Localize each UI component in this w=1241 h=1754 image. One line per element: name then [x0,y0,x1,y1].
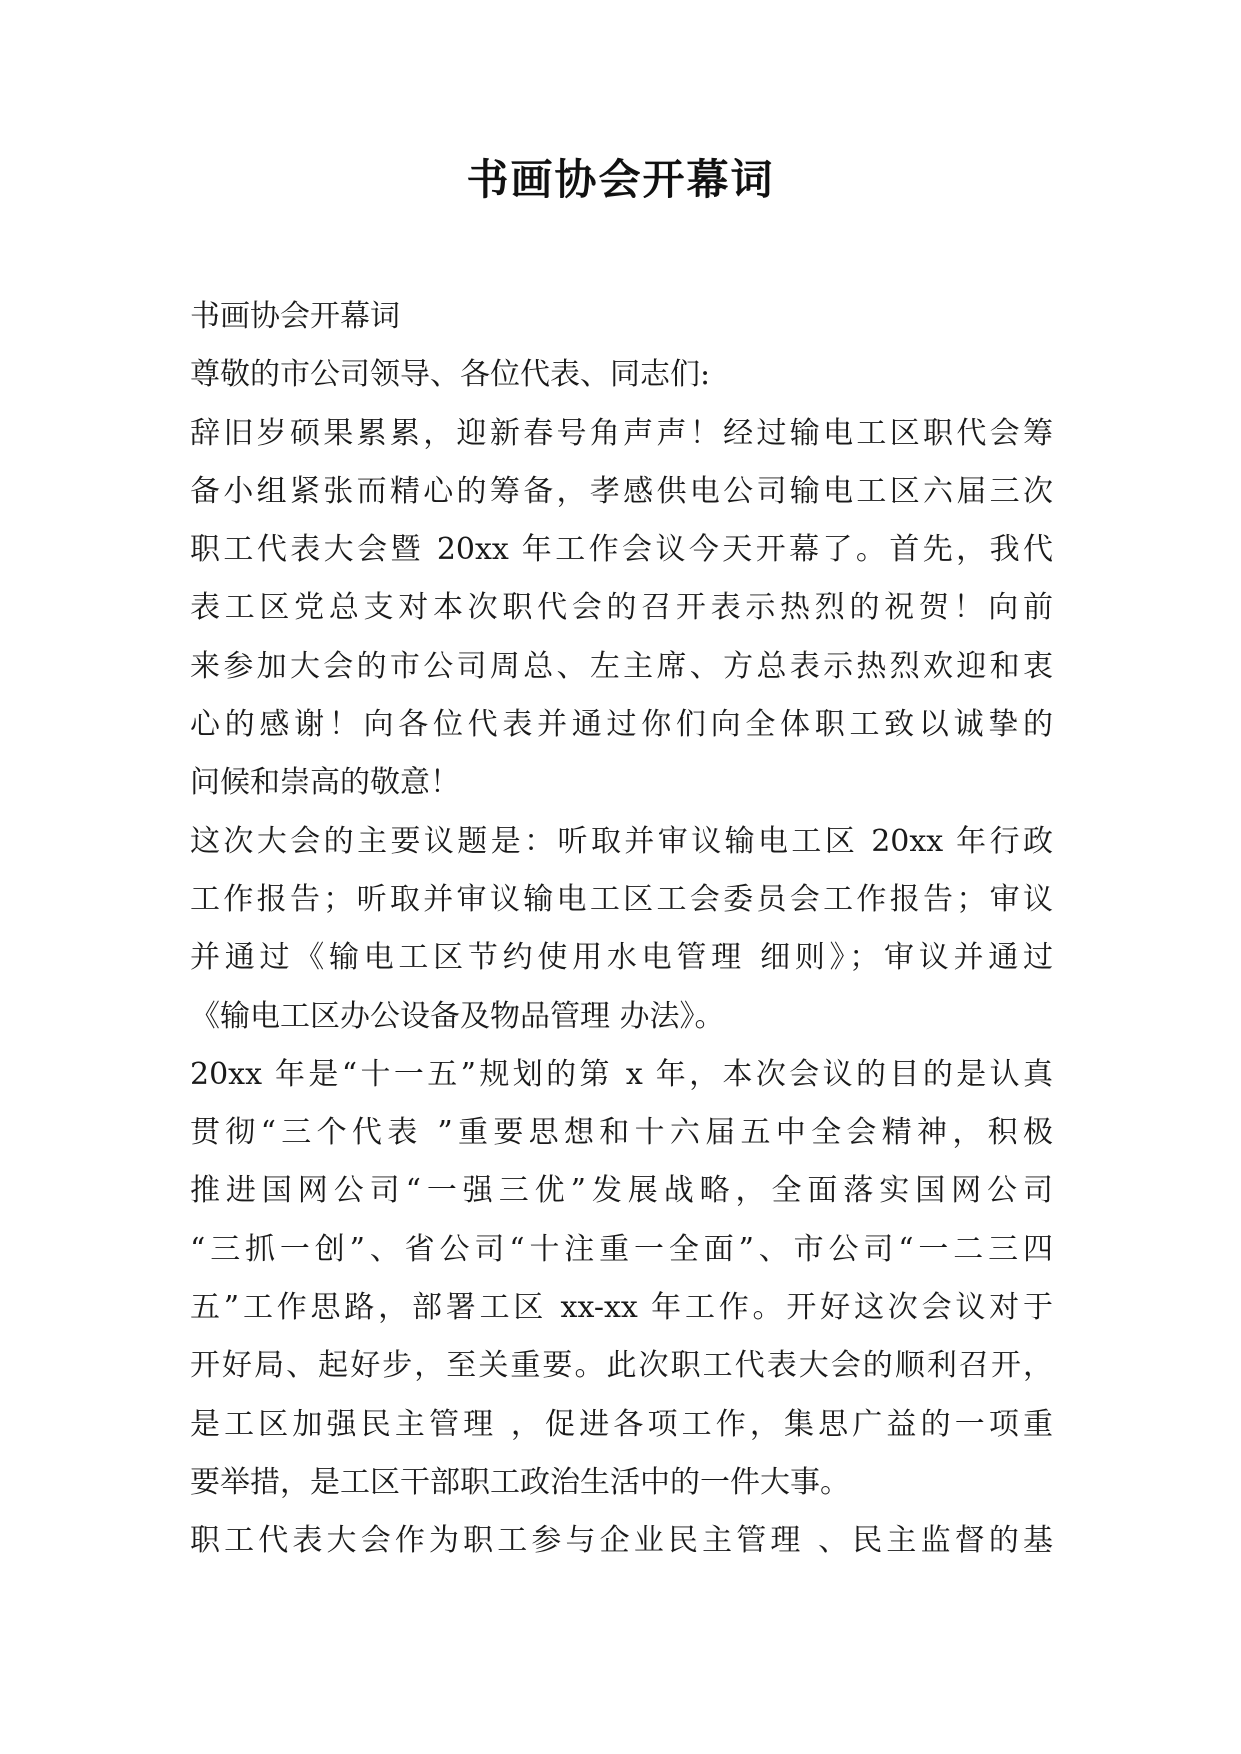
body-line: 备小组紧张而精心的筹备，孝感供电公司输电工区六届三次 [190,473,1053,509]
body-line-heading: 书画协会开幕词 [190,299,400,334]
body-line: 并通过《输电工区节约使用水电管理 细则》；审议并通过 [190,940,1053,976]
body-line: 贯彻“三个代表 ”重要思想和十六届五中全会精神，积极 [190,1115,1053,1151]
body-line: 职工代表大会作为职工参与企业民主管理 、民主监督的基 [190,1523,1053,1559]
body-line-salutation: 尊敬的市公司领导、各位代表、同志们: [190,357,711,393]
body-line: 工作报告；听取并审议输电工区工会委员会工作报告；审议 [190,881,1053,917]
body-line: 职工代表大会暨 20xx 年工作会议今天开幕了。首先，我代 [190,532,1053,568]
body-line: 是工区加强民主管理 ，促进各项工作，集思广益的一项重 [190,1406,1053,1442]
body-line: 开好局、起好步，至关重要。此次职工代表大会的顺利召开， [190,1348,1053,1384]
body-line: “三抓一创”、省公司“十注重一全面”、市公司“一二三四 [190,1231,1053,1267]
body-line: 五”工作思路，部署工区 xx-xx 年工作。开好这次会议对于 [190,1290,1053,1326]
document-body [190,288,1053,1571]
body-line: 20xx 年是“十一五”规划的第 x 年，本次会议的目的是认真 [190,1056,1053,1092]
body-line: 心的感谢！向各位代表并通过你们向全体职工致以诚挚的 [190,707,1053,743]
body-line: 要举措，是工区干部职工政治生活中的一件大事。 [190,1464,850,1500]
body-line: 来参加大会的市公司周总、左主席、方总表示热烈欢迎和衷 [190,648,1053,684]
document-title: 书画协会开幕词 [466,155,775,204]
body-line: 表工区党总支对本次职代会的召开表示热烈的祝贺！向前 [190,590,1053,626]
body-line: 这次大会的主要议题是：听取并审议输电工区 20xx 年行政 [190,823,1053,859]
body-line: 辞旧岁硕果累累，迎新春号角声声！经过输电工区职代会筹 [190,415,1053,451]
body-line: 推进国网公司“一强三优”发展战略，全面落实国网公司 [190,1173,1053,1209]
body-line: 问候和崇高的敬意！ [190,765,460,801]
body-line: 《输电工区办公设备及物品管理 办法》。 [190,998,725,1034]
